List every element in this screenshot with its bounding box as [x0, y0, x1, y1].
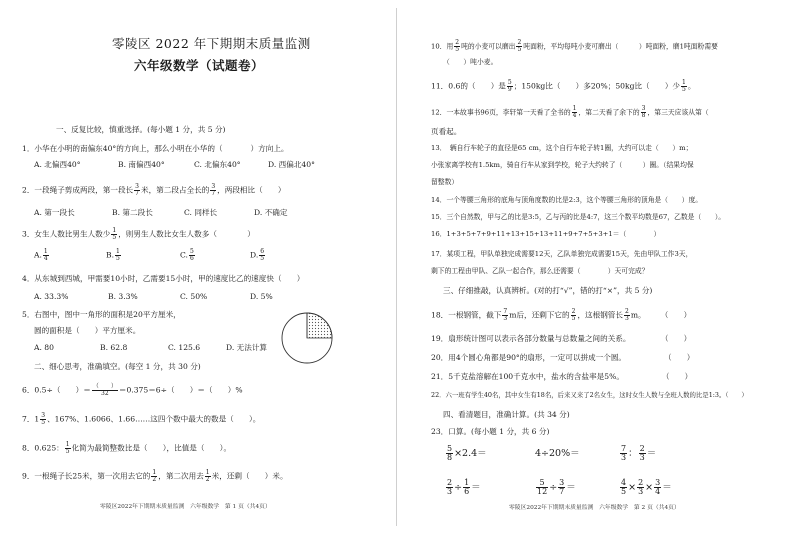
- calc-item-4: $\frac{2}{3}$ ÷ $\frac{1}{6}$ ＝: [447, 478, 481, 496]
- fraction: $\frac{( )}{32}$: [92, 383, 117, 397]
- exam-page-right: [397, 0, 794, 534]
- question-11: 11．0.6的（ ）是 $\frac{5}{9}$ ；150kg比（ ）多20%；50kg比（ ）少 $\frac{1}{5}$ 。: [431, 79, 696, 93]
- q3-option-d[interactable]: D. $\frac{6}{5}$: [250, 248, 265, 262]
- exam-title: 零陵区 2022 年下期期末质量监测: [112, 36, 311, 51]
- q4-option-b[interactable]: B. 3.3%: [108, 292, 138, 301]
- question-15: 15．三个自然数，甲与乙的比是3:5，乙与丙的比是4:7，这三个数平均数是67，乙数是（ ）。: [431, 213, 726, 221]
- fraction: $\frac{1}{2}$: [205, 469, 210, 483]
- question-16: 16．1+3+5+7+9+11+13+15+13+11+9+7+5+3+1＝（ ）: [431, 230, 661, 238]
- section-3-heading: 三、仔细推敲，认真辨析。(对的打“√”，错的打“×”，共 5 分): [443, 286, 653, 295]
- question-6: 6．0.5÷（ ）＝ $\frac{( )}{32}$ ＝0.375＝6÷（ ）＝（ ）%: [22, 383, 243, 397]
- question-13-line-3: 留整数）: [431, 178, 459, 186]
- fraction: $\frac{3}{7}$: [211, 183, 216, 197]
- calc-item-6: $\frac{4}{5}$ × $\frac{2}{3}$ × $\frac{3}{4}$ ＝: [621, 478, 672, 496]
- question-1: 1．小华在小明的南偏东40°的方向上，那么小明在小华的（ ）方向上。: [22, 144, 289, 153]
- fraction: $\frac{3}{7}$: [135, 183, 139, 197]
- page-footer-right: 零陵区2022年下期期末质量监测 六年级数学 第 2 页（共4页）: [509, 505, 680, 511]
- q1-option-c[interactable]: C. 北偏东40°: [194, 160, 241, 169]
- question-14: 14．一个等腰三角形的底角与顶角度数的比是2:3，这个等腰三角形的顶角是（ ）度。: [431, 196, 703, 204]
- shaded-sector: [307, 313, 332, 338]
- circle-figure: [278, 309, 336, 367]
- q4-option-d[interactable]: D. 5%: [250, 292, 273, 301]
- question-7: 7．1 $\frac{3}{5}$ 、167%、1.6066、1.66……这四个数中最大的数是（ ）。: [22, 412, 261, 426]
- question-17-line-2: 剩下的工程由甲队、乙队一起合作，那么还需要（ ）天可完成？: [431, 267, 649, 275]
- question-3: 3．女生人数比男生人数少 $\frac{1}{5}$ ，则男生人数比女生人数多（ ）: [22, 227, 255, 241]
- question-23: 23．口算。(每小题 1 分，共 6 分): [431, 427, 550, 436]
- q5-option-c[interactable]: C. 125.6: [168, 343, 201, 352]
- fraction: $\frac{1}{5}$: [65, 441, 70, 455]
- question-13-line-1: 13． 辆自行车轮子的直径是65 cm，这个自行车轮子转1圈，大约可以走（ ）m；: [431, 144, 693, 152]
- q2-option-b[interactable]: B. 第二段长: [112, 208, 153, 217]
- question-5-line-2: 圆的面积是（ ）平方厘米。: [34, 326, 141, 335]
- q5-option-d[interactable]: D. 无法计算: [226, 343, 268, 352]
- question-9: 9．一根绳子长25米，第一次用去它的 $\frac{1}{2}$ ，第二次用去 $\frac{1}{2}$ 米，还剩（ ）米。: [22, 469, 288, 483]
- q2-option-c[interactable]: C. 同样长: [184, 208, 218, 217]
- q4-option-a[interactable]: A. 33.3%: [34, 292, 69, 301]
- question-19: 19．扇形统计图可以表示各部分数量与总数量之间的关系。 （ ）: [431, 334, 692, 343]
- q2-option-a[interactable]: A. 第一段长: [34, 208, 75, 217]
- question-13-line-2: 小张家离学校有1.5km，骑自行车从家到学校，轮子大约转了（ ）圈。（结果均保: [431, 161, 694, 169]
- question-21: 21．5千克盐溶解在100千克水中，盐水的含盐率是5%。 （ ）: [431, 372, 693, 381]
- question-2: 2．一段绳子剪成两段，第一段长 $\frac{3}{7}$ 米，第二段占全长的 $\frac{3}{7}$ ，两段相比（ ）: [22, 183, 286, 197]
- question-17-line-1: 17．某项工程，甲队单独完成需要12天，乙队单独完成需要15天，先由甲队工作3天，: [431, 250, 693, 258]
- question-18: 18．一根钢管，截下 $\frac{7}{3}$ m后，还剩下它的 $\frac{2}{5}$ ，这根钢管长 $\frac{2}{3}$ m。 （ ）: [431, 308, 692, 322]
- q3-option-c[interactable]: C. $\frac{5}{6}$: [180, 248, 194, 262]
- q4-option-c[interactable]: C. 50%: [180, 292, 208, 301]
- page-footer-left: 零陵区2022年下期期末质量监测 六年级数学 第 1 页（共4页）: [100, 504, 271, 510]
- calc-item-5: $\frac{5}{12}$ ÷ $\frac{3}{7}$ ＝: [537, 478, 576, 496]
- question-4: 4．从东城到西城，甲需要10小时，乙需要15小时，甲的速度比乙的速度快（ ）: [22, 274, 305, 283]
- question-10: 10．用 $\frac{2}{5}$ 吨的小麦可以磨出 $\frac{2}{5}$ 吨面粉，平均每吨小麦可磨出（ ）吨面粉，磨1吨面粉需要: [431, 39, 718, 53]
- q5-option-b[interactable]: B. 62.8: [100, 343, 128, 352]
- question-22: 22．六一班有学生40名，其中女生有18名，后来又来了2名女生，这时女生人数与全班人数的比是1:3。（ ）: [431, 391, 748, 399]
- section-1-heading: 一、反复比较，慎重选择。(每小题 1 分，共 5 分): [56, 125, 226, 134]
- calc-item-2: 4÷20%＝: [535, 448, 580, 459]
- question-5-line-1: 5．右图中，图中一角形的面积是20平方厘米，: [22, 310, 181, 319]
- calc-item-3: $\frac{7}{3}$ ： $\frac{2}{3}$ ＝: [621, 444, 657, 462]
- question-20: 20．用4个圆心角都是90°的扇形，一定可以拼成一个圆。 （ ）: [431, 353, 695, 362]
- fraction: $\frac{3}{5}$: [41, 412, 46, 426]
- q1-option-b[interactable]: B. 南偏西40°: [118, 160, 165, 169]
- q5-option-a[interactable]: A. 80: [34, 343, 54, 352]
- question-8: 8．0.625： $\frac{1}{5}$ 化简为最简整数比是（ ），比值是（ ）。: [22, 441, 232, 455]
- q1-option-a[interactable]: A. 北偏西40°: [34, 160, 81, 169]
- q3-option-b[interactable]: B. $\frac{1}{5}$: [106, 248, 120, 262]
- q1-option-d[interactable]: D. 西偏北40°: [268, 160, 315, 169]
- q2-option-d[interactable]: D. 不确定: [254, 208, 288, 217]
- q3-option-a[interactable]: A. $\frac{1}{4}$: [34, 248, 48, 262]
- section-2-heading: 二、细心思考，准确填空。(每空 1 分，共 30 分): [34, 362, 201, 371]
- fraction: $\frac{1}{2}$: [152, 469, 157, 483]
- fraction: $\frac{1}{5}$: [112, 227, 117, 241]
- section-4-heading: 四、看清题目，准确计算。(共 34 分): [443, 410, 570, 419]
- question-12-line-2: 页看起。: [431, 127, 462, 136]
- calc-item-1: $\frac{5}{8}$ ×2.4＝: [447, 444, 487, 462]
- question-12: 12．一本故事书96页，李轩第一天看了全书的 $\frac{1}{4}$ ，第二天看了余下的 $\frac{3}{8}$ ，第三天应该从第（: [431, 105, 709, 119]
- exam-subtitle: 六年级数学（试题卷）: [134, 58, 265, 73]
- question-10-line-2: （ ）吨小麦。: [443, 58, 498, 66]
